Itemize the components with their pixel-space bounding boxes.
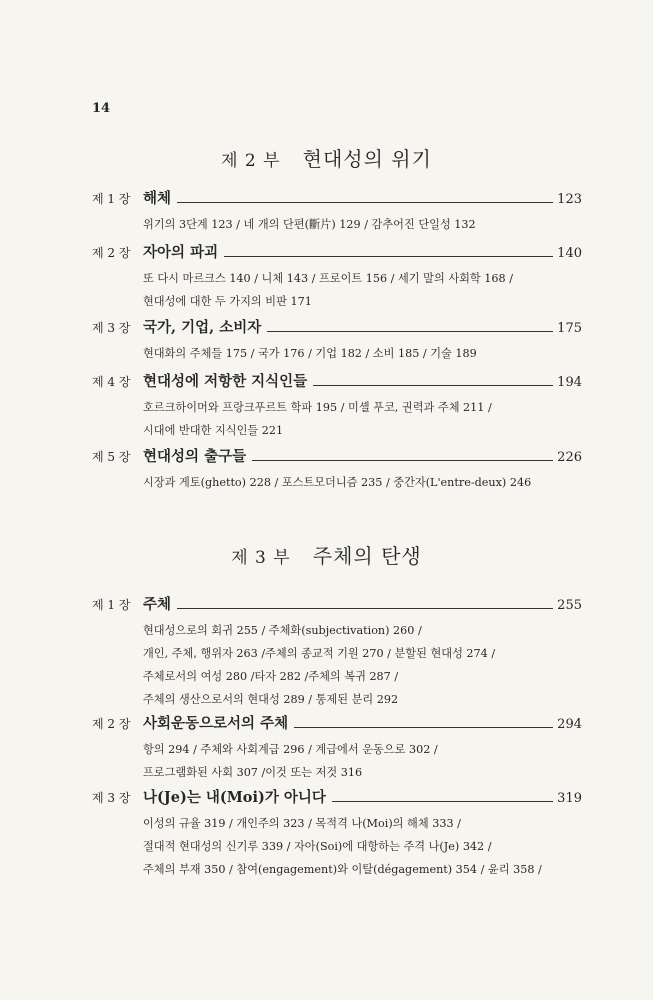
part-name: 주체의 탄생 (312, 544, 422, 568)
toc-chapter[interactable] (92, 187, 582, 236)
section-line: 주체의 생산으로서의 현대성 289 / 통제된 분리 292 (143, 693, 399, 706)
chapter-page: 140 (557, 246, 582, 261)
part-title (0, 143, 653, 172)
section-line: 현대성에 대한 두 가지의 비판 171 (143, 295, 312, 308)
chapter-label: 제 5 장 (92, 450, 131, 464)
section-line: 또 다시 마르크스 140 / 니체 143 / 프로이트 156 / 세기 말의 사회학 168 / (143, 272, 513, 285)
dot-leader (224, 255, 553, 257)
chapter-title[interactable]: 사회운동으로서의 주체 (143, 715, 289, 732)
chapter-page: 226 (557, 450, 582, 465)
chapter-title[interactable]: 해체 (143, 190, 172, 207)
section-line: 프로그램화된 사회 307 /이것 또는 저것 316 (143, 766, 363, 779)
dot-leader (267, 330, 553, 332)
section-line: 시대에 반대한 지식인들 221 (143, 424, 284, 437)
chapter-page: 175 (557, 321, 582, 336)
toc-chapter[interactable] (92, 593, 582, 711)
chapter-page: 294 (557, 717, 582, 732)
chapter-page: 194 (557, 375, 582, 390)
chapter-page: 319 (557, 791, 582, 806)
dot-leader (177, 201, 553, 203)
chapter-label: 제 3 장 (92, 321, 131, 335)
chapter-label: 제 4 장 (92, 375, 131, 389)
dot-leader (177, 607, 553, 609)
chapter-title[interactable]: 자아의 파괴 (143, 244, 219, 261)
dot-leader (252, 459, 553, 461)
chapter-title[interactable]: 나(Je)는 내(Moi)가 아니다 (143, 789, 326, 806)
section-line: 호르크하이머와 프랑크푸르트 학파 195 / 미셸 푸코, 권력과 주체 211 / (143, 401, 492, 414)
section-line: 주체로서의 여성 280 /타자 282 /주체의 복귀 287 / (143, 670, 399, 683)
chapter-label: 제 2 장 (92, 717, 131, 731)
part-label: 제 3 부 (231, 548, 291, 568)
toc-chapter[interactable] (92, 445, 582, 494)
part-label: 제 2 부 (221, 151, 281, 171)
chapter-title[interactable]: 국가, 기업, 소비자 (143, 319, 262, 336)
section-line: 현대화의 주체들 175 / 국가 176 / 기업 182 / 소비 185 / 기술 189 (143, 347, 477, 360)
section-line: 현대성으로의 회귀 255 / 주체화(subjectivation) 260 / (143, 624, 422, 637)
chapter-label: 제 1 장 (92, 192, 131, 206)
section-line: 시장과 게토(ghetto) 228 / 포스트모더니즘 235 / 중간자(L'entre-deux) 246 (143, 476, 532, 489)
chapter-label: 제 1 장 (92, 598, 131, 612)
toc-chapter[interactable] (92, 786, 582, 881)
section-line: 절대적 현대성의 신기루 339 / 자아(Soi)에 대항하는 주격 나(Je) 342 / (143, 840, 492, 853)
chapter-page: 255 (557, 598, 582, 613)
dot-leader (332, 800, 553, 802)
toc-chapter[interactable] (92, 241, 582, 313)
chapter-label: 제 2 장 (92, 246, 131, 260)
section-line: 위기의 3단계 123 / 네 개의 단편(斷片) 129 / 감추어진 단일성 132 (143, 218, 476, 231)
chapter-label: 제 3 장 (92, 791, 131, 805)
page-number: 14 (92, 101, 111, 116)
chapter-title[interactable]: 현대성에 저항한 지식인들 (143, 373, 308, 390)
section-line: 항의 294 / 주체와 사회계급 296 / 계급에서 운동으로 302 / (143, 743, 438, 756)
chapter-title[interactable]: 현대성의 출구들 (143, 448, 247, 465)
section-line: 주체의 부재 350 / 참여(engagement)와 이탈(dégagement) 354 / 윤리 358 / (143, 863, 542, 876)
section-line: 개인, 주체, 행위자 263 /주체의 종교적 기원 270 / 분할된 현대성 274 / (143, 647, 496, 660)
dot-leader (294, 726, 553, 728)
chapter-page: 123 (557, 192, 582, 207)
toc-chapter[interactable] (92, 712, 582, 784)
toc-chapter[interactable] (92, 370, 582, 442)
dot-leader (313, 384, 553, 386)
part-title (0, 540, 653, 569)
chapter-title[interactable]: 주체 (143, 596, 172, 613)
section-line: 이성의 규율 319 / 개인주의 323 / 목적격 나(Moi)의 해체 333 / (143, 817, 461, 830)
part-name: 현대성의 위기 (302, 147, 432, 171)
toc-chapter[interactable] (92, 316, 582, 365)
